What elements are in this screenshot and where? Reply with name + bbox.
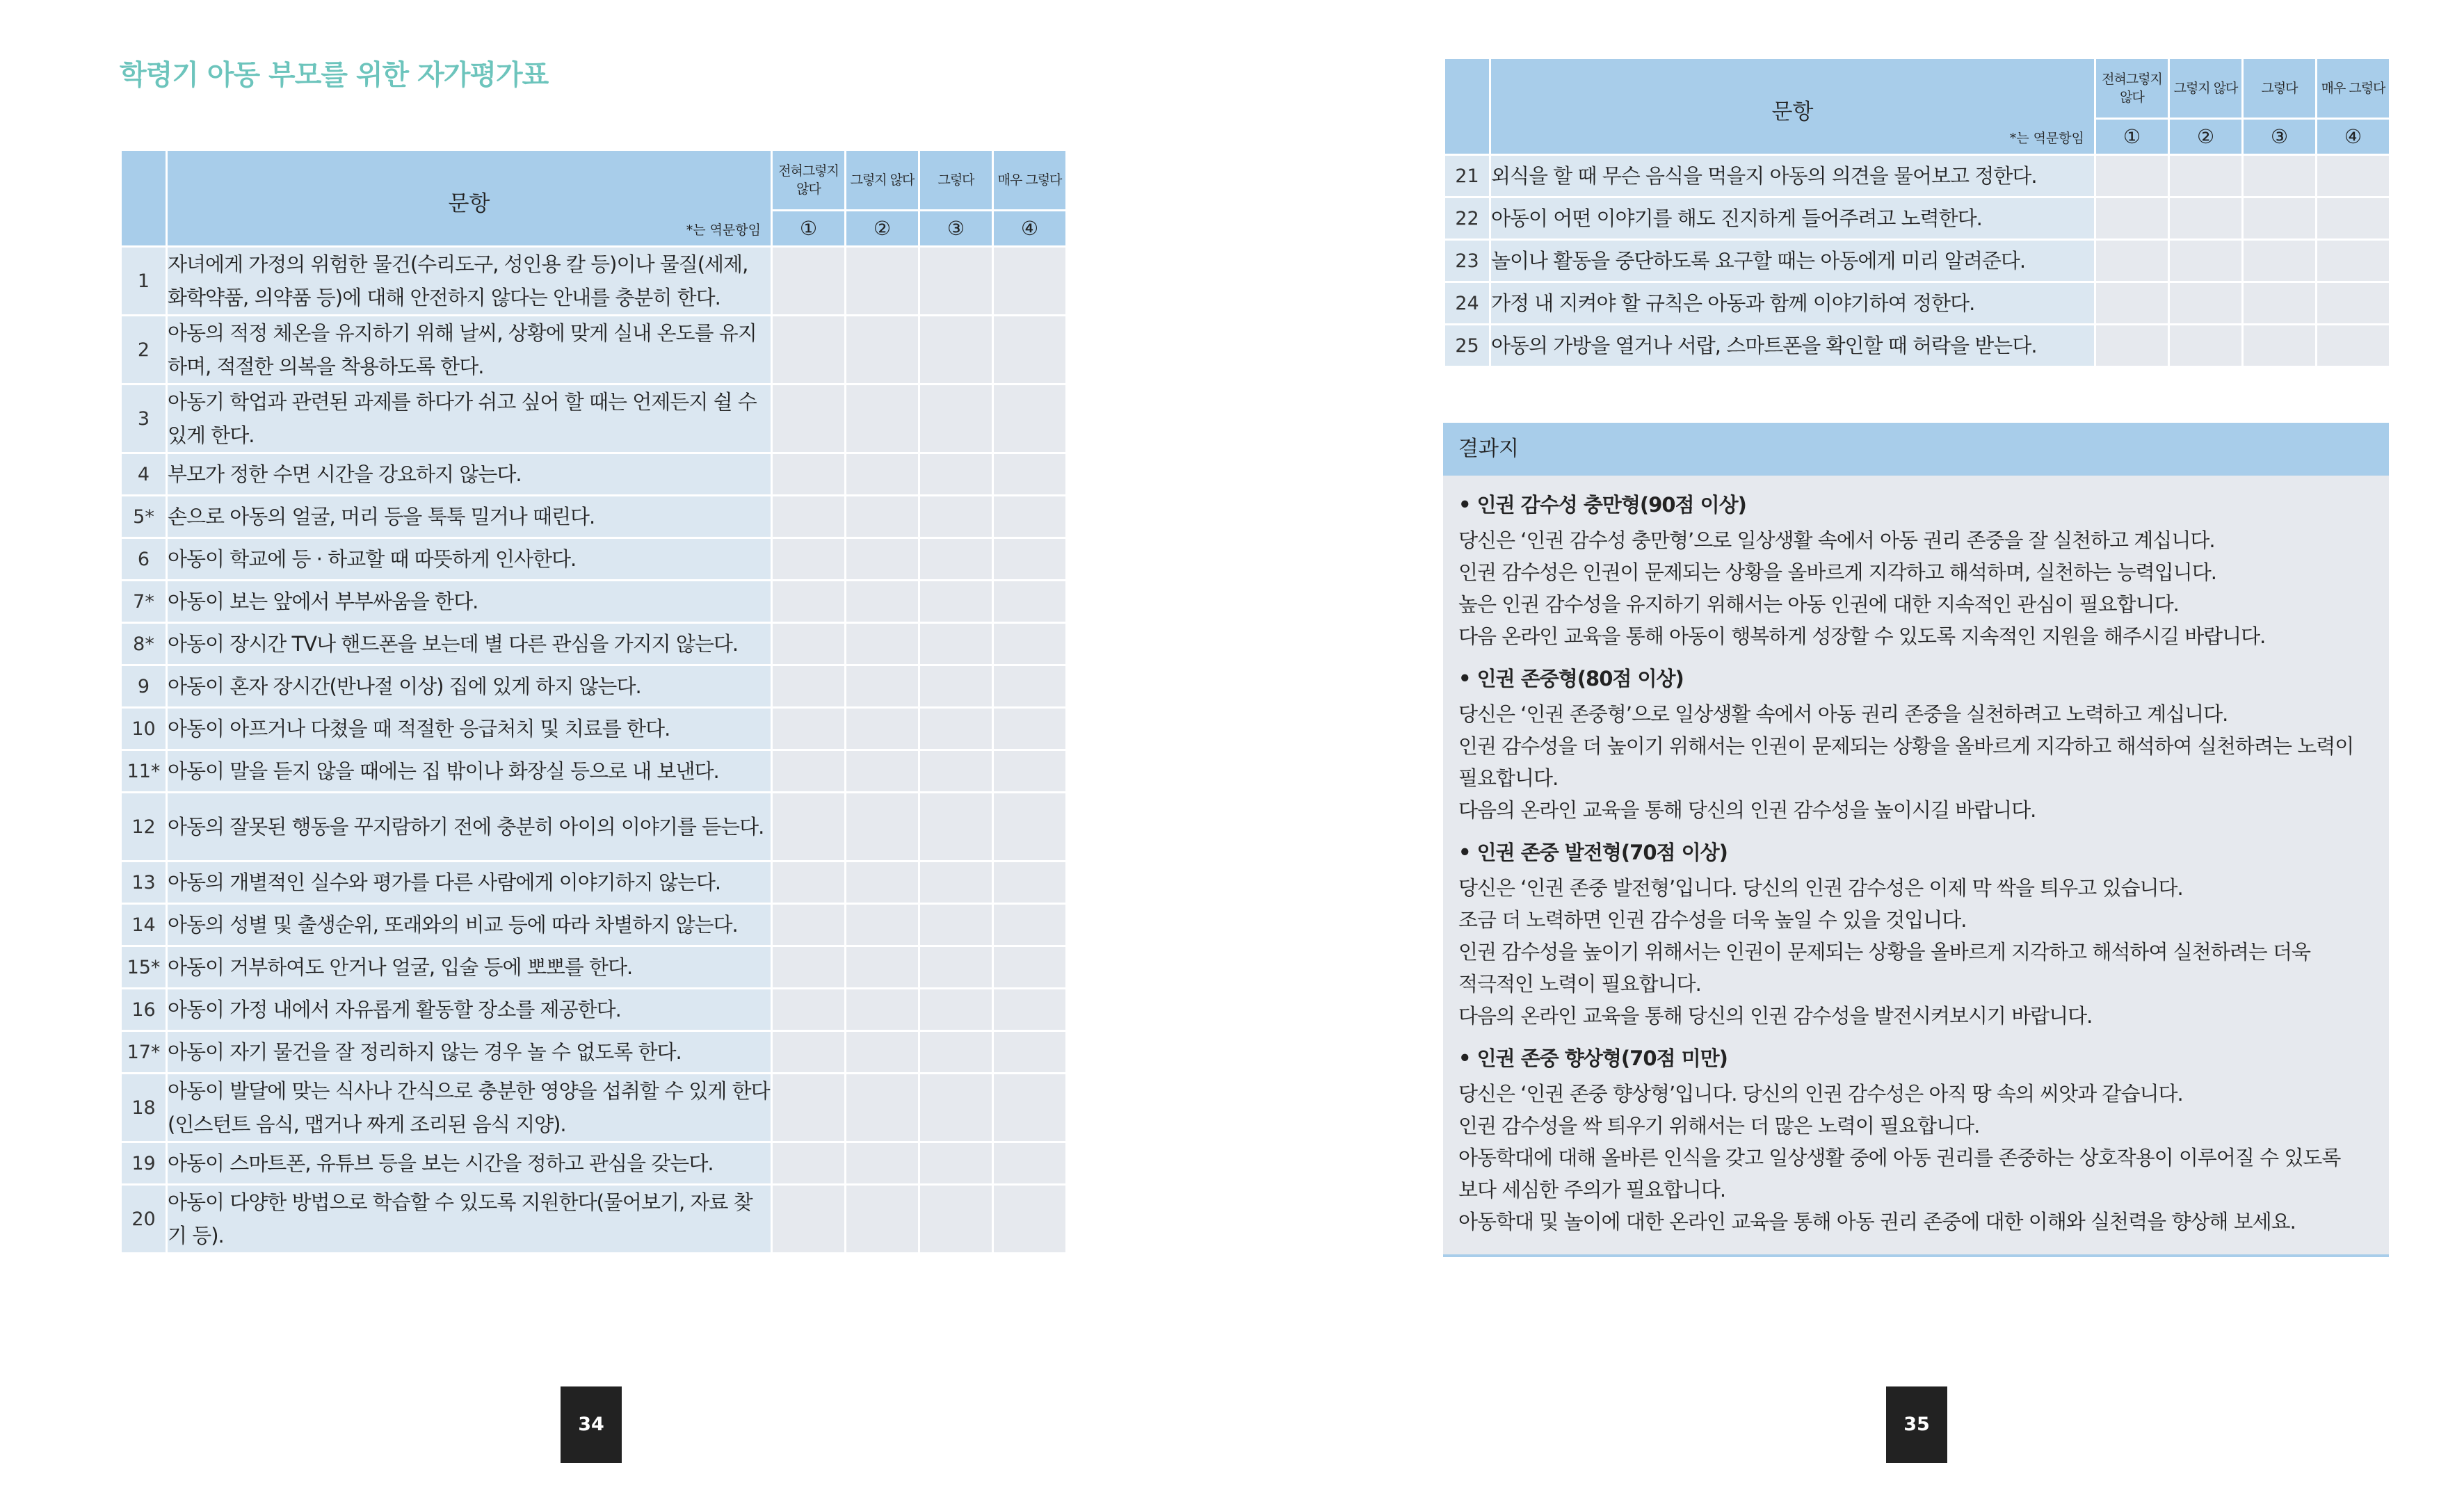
item-text: 아동이 자기 물건을 잘 정리하지 않는 경우 놀 수 없도록 한다. (167, 1031, 772, 1074)
answer-cell[interactable] (772, 385, 846, 453)
page-number-right: 35 (1886, 1386, 1947, 1463)
answer-cell[interactable] (846, 989, 919, 1031)
answer-cell[interactable] (846, 581, 919, 623)
answer-cell[interactable] (2243, 197, 2317, 240)
answer-cell[interactable] (993, 904, 1067, 946)
header-option-number: ③ (919, 210, 993, 246)
result-text-line: 다음 온라인 교육을 통해 아동이 행복하게 성장할 수 있도록 지속적인 지원을 해주시길 바랍니다. (1458, 624, 2266, 648)
header-option-number: ② (846, 210, 919, 246)
result-text-line: 보다 세심한 주의가 필요합니다. (1458, 1178, 1726, 1202)
result-text-line: 아동학대 및 놀이에 대한 온라인 교육을 통해 아동 권리 존중에 대한 이해와 실천력을 향상해 보세요. (1458, 1210, 2296, 1234)
answer-cell[interactable] (2169, 240, 2243, 282)
answer-cell[interactable] (993, 385, 1067, 453)
item-text: 아동의 잘못된 행동을 꾸지람하기 전에 충분히 아이의 이야기를 듣는다. (167, 793, 772, 862)
item-number: 11* (121, 750, 167, 793)
header-option: 전혀그렇지 않다 (2095, 58, 2169, 119)
answer-cell[interactable] (846, 862, 919, 904)
answer-cell[interactable] (2169, 282, 2243, 325)
answer-cell[interactable] (919, 385, 993, 453)
header-option-number: ④ (2317, 118, 2390, 154)
result-text-line: 인권 감수성을 높이기 위해서는 인권이 문제되는 상황을 올바르게 지각하고 해석하여 실천하려는 더욱 (1458, 940, 2310, 964)
item-number: 20 (121, 1185, 167, 1254)
answer-cell[interactable] (919, 453, 993, 496)
answer-cell[interactable] (846, 385, 919, 453)
header-item-label: 문항 (1771, 99, 1814, 124)
table-row (1444, 282, 2390, 325)
answer-cell[interactable] (2317, 155, 2390, 197)
answer-cell[interactable] (993, 989, 1067, 1031)
header-reverse-note: *는 역문항임 (2009, 131, 2084, 146)
item-number: 5* (121, 496, 167, 538)
answer-cell[interactable] (993, 665, 1067, 708)
item-text: 아동이 어떤 이야기를 해도 진지하게 들어주려고 노력한다. (1490, 197, 2095, 240)
item-text: 아동의 가방을 열거나 서랍, 스마트폰을 확인할 때 허락을 받는다. (1490, 325, 2095, 367)
answer-cell[interactable] (2095, 325, 2169, 367)
answer-cell[interactable] (919, 316, 993, 385)
answer-cell[interactable] (919, 581, 993, 623)
result-section-title: • 인권 존중 향상형(70점 미만) (1458, 1046, 1728, 1070)
page-title: 학령기 아동 부모를 위한 자가평가표 (120, 59, 549, 91)
answer-cell[interactable] (919, 1031, 993, 1074)
result-text-line: 당신은 ‘인권 존중 발전형’입니다. 당신의 인권 감수성은 이제 막 싹을 틔우고 있습니다. (1458, 876, 2183, 900)
answer-cell[interactable] (2169, 155, 2243, 197)
result-text-line: 인권 감수성을 더 높이기 위해서는 인권이 문제되는 상황을 올바르게 지각하고 해석하여 실천하려는 노력이 (1458, 734, 2354, 758)
table-row (121, 1074, 1067, 1142)
answer-cell[interactable] (772, 623, 846, 665)
answer-cell[interactable] (993, 538, 1067, 581)
result-text-line: 인권 감수성은 인권이 문제되는 상황을 올바르게 지각하고 해석하며, 실천하는 능력입니다. (1458, 560, 2216, 584)
result-text-line: 당신은 ‘인권 존중 향상형’입니다. 당신의 인권 감수성은 아직 땅 속의 씨앗과 같습니다. (1458, 1082, 2183, 1106)
answer-cell[interactable] (772, 904, 846, 946)
item-number: 1 (121, 247, 167, 316)
item-text: 아동이 거부하여도 안거나 얼굴, 입술 등에 뽀뽀를 한다. (167, 946, 772, 989)
header-option-number: ① (2095, 118, 2169, 154)
header-item-label: 문항 (448, 191, 490, 216)
header-item-cell (1490, 58, 2095, 155)
item-number: 8* (121, 623, 167, 665)
answer-cell[interactable] (846, 793, 919, 862)
answer-cell[interactable] (919, 665, 993, 708)
header-option: 그렇지 않다 (2169, 58, 2243, 119)
header-option-number: ② (2169, 118, 2243, 154)
result-body (1443, 476, 2389, 1238)
answer-cell[interactable] (993, 750, 1067, 793)
answer-cell[interactable] (2317, 197, 2390, 240)
answer-cell[interactable] (2317, 240, 2390, 282)
answer-cell[interactable] (772, 247, 846, 316)
item-text: 아동이 가정 내에서 자유롭게 활동할 장소를 제공한다. (167, 989, 772, 1031)
answer-cell[interactable] (846, 453, 919, 496)
answer-cell[interactable] (846, 946, 919, 989)
item-text: 자녀에게 가정의 위험한 물건(수리도구, 성인용 칼 등)이나 물질(세제, 화학약품, 의약품 등)에 대해 안전하지 않다는 안내를 충분히 한다. (167, 247, 772, 316)
header-number-cell (121, 150, 167, 247)
table-row (121, 316, 1067, 385)
answer-cell[interactable] (772, 581, 846, 623)
answer-cell[interactable] (993, 316, 1067, 385)
item-number: 3 (121, 385, 167, 453)
item-number: 17* (121, 1031, 167, 1074)
answer-cell[interactable] (919, 708, 993, 750)
table-row (121, 247, 1067, 316)
table-row (121, 385, 1067, 453)
answer-cell[interactable] (772, 862, 846, 904)
table-row (121, 708, 1067, 750)
item-number: 23 (1444, 240, 1490, 282)
result-section-title: • 인권 존중 발전형(70점 이상) (1458, 841, 1728, 864)
result-heading: 결과지 (1443, 423, 2389, 476)
answer-cell[interactable] (993, 581, 1067, 623)
header-option-number: ④ (993, 210, 1067, 246)
table-row (121, 665, 1067, 708)
item-number: 21 (1444, 155, 1490, 197)
answer-cell[interactable] (993, 1185, 1067, 1254)
result-section (1458, 836, 2376, 1032)
answer-cell[interactable] (993, 496, 1067, 538)
answer-cell[interactable] (846, 708, 919, 750)
item-number: 2 (121, 316, 167, 385)
answer-cell[interactable] (993, 862, 1067, 904)
answer-cell[interactable] (846, 1074, 919, 1142)
item-text: 아동의 성별 및 출생순위, 또래와의 비교 등에 따라 차별하지 않는다. (167, 904, 772, 946)
result-text-line: 다음의 온라인 교육을 통해 당신의 인권 감수성을 높이시길 바랍니다. (1458, 798, 2036, 822)
answer-cell[interactable] (993, 247, 1067, 316)
answer-cell[interactable] (846, 1031, 919, 1074)
table-row (1444, 325, 2390, 367)
answer-cell[interactable] (772, 1074, 846, 1142)
answer-cell[interactable] (772, 453, 846, 496)
answer-cell[interactable] (2317, 282, 2390, 325)
item-number: 6 (121, 538, 167, 581)
result-text-line: 인권 감수성을 싹 틔우기 위해서는 더 많은 노력이 필요합니다. (1458, 1114, 1980, 1138)
answer-cell[interactable] (919, 1074, 993, 1142)
item-text: 아동의 개별적인 실수와 평가를 다른 사람에게 이야기하지 않는다. (167, 862, 772, 904)
item-text: 가정 내 지켜야 할 규칙은 아동과 함께 이야기하여 정한다. (1490, 282, 2095, 325)
answer-cell[interactable] (2243, 155, 2317, 197)
header-option: 매우 그렇다 (2317, 58, 2390, 119)
answer-cell[interactable] (993, 453, 1067, 496)
answer-cell[interactable] (846, 316, 919, 385)
table-row (121, 862, 1067, 904)
item-text: 아동이 스마트폰, 유튜브 등을 보는 시간을 정하고 관심을 갖는다. (167, 1142, 772, 1185)
table-row (121, 1185, 1067, 1254)
item-number: 15* (121, 946, 167, 989)
result-text-line: 당신은 ‘인권 존중형’으로 일상생활 속에서 아동 권리 존중을 실천하려고 노력하고 계십니다. (1458, 702, 2228, 726)
table-row (121, 904, 1067, 946)
answer-cell[interactable] (993, 623, 1067, 665)
answer-cell[interactable] (846, 904, 919, 946)
item-number: 24 (1444, 282, 1490, 325)
answer-cell[interactable] (993, 1031, 1067, 1074)
answer-cell[interactable] (919, 623, 993, 665)
item-text: 아동이 학교에 등 · 하교할 때 따뜻하게 인사한다. (167, 538, 772, 581)
answer-cell[interactable] (919, 946, 993, 989)
item-text: 부모가 정한 수면 시간을 강요하지 않는다. (167, 453, 772, 496)
result-text-line: 당신은 ‘인권 감수성 충만형’으로 일상생활 속에서 아동 권리 존중을 잘 실천하고 계십니다. (1458, 528, 2215, 552)
answer-cell[interactable] (846, 538, 919, 581)
answer-cell[interactable] (919, 496, 993, 538)
table-row (1444, 197, 2390, 240)
header-option: 전혀그렇지 않다 (772, 150, 846, 211)
header-option-number: ③ (2243, 118, 2317, 154)
item-text: 아동이 발달에 맞는 식사나 간식으로 충분한 영양을 섭취할 수 있게 한다(인스턴트 음식, 맵거나 짜게 조리된 음식 지양). (167, 1074, 772, 1142)
table-row (121, 453, 1067, 496)
table-row (121, 946, 1067, 989)
item-text: 손으로 아동의 얼굴, 머리 등을 툭툭 밀거나 때린다. (167, 496, 772, 538)
answer-cell[interactable] (772, 750, 846, 793)
result-text-line: 필요합니다. (1458, 766, 1559, 790)
item-number: 18 (121, 1074, 167, 1142)
answer-cell[interactable] (772, 1185, 846, 1254)
answer-cell[interactable] (772, 538, 846, 581)
table-row (1444, 155, 2390, 197)
result-section (1458, 1042, 2376, 1238)
answer-cell[interactable] (846, 665, 919, 708)
answer-cell[interactable] (919, 247, 993, 316)
item-number: 10 (121, 708, 167, 750)
item-number: 14 (121, 904, 167, 946)
item-text: 외식을 할 때 무슨 음식을 먹을지 아동의 의견을 물어보고 정한다. (1490, 155, 2095, 197)
answer-cell[interactable] (993, 708, 1067, 750)
item-text: 아동이 다양한 방법으로 학습할 수 있도록 지원한다(물어보기, 자료 찾기 등). (167, 1185, 772, 1254)
item-text: 아동의 적정 체온을 유지하기 위해 날씨, 상황에 맞게 실내 온도를 유지하며, 적절한 의복을 착용하도록 한다. (167, 316, 772, 385)
table-row (1444, 240, 2390, 282)
header-option: 그렇다 (2243, 58, 2317, 119)
result-text-line: 적극적인 노력이 필요합니다. (1458, 972, 1701, 996)
answer-cell[interactable] (772, 989, 846, 1031)
answer-cell[interactable] (919, 538, 993, 581)
item-number: 16 (121, 989, 167, 1031)
item-text: 아동이 보는 앞에서 부부싸움을 한다. (167, 581, 772, 623)
answer-cell[interactable] (919, 904, 993, 946)
table-row (121, 623, 1067, 665)
page-number-left: 34 (561, 1386, 622, 1463)
result-section-title: • 인권 존중형(80점 이상) (1458, 667, 1684, 690)
result-text-line: 조금 더 노력하면 인권 감수성을 더욱 높일 수 있을 것입니다. (1458, 908, 1967, 932)
answer-cell[interactable] (2095, 240, 2169, 282)
result-section (1458, 662, 2376, 826)
answer-cell[interactable] (993, 1074, 1067, 1142)
answer-cell[interactable] (993, 793, 1067, 862)
answer-cell[interactable] (993, 946, 1067, 989)
answer-cell[interactable] (919, 750, 993, 793)
answer-cell[interactable] (919, 989, 993, 1031)
item-number: 9 (121, 665, 167, 708)
result-text-line: 아동학대에 대해 올바른 인식을 갖고 일상생활 중에 아동 권리를 존중하는 상호작용이 이루어질 수 있도록 (1458, 1146, 2341, 1170)
item-number: 12 (121, 793, 167, 862)
answer-cell[interactable] (846, 623, 919, 665)
item-number: 25 (1444, 325, 1490, 367)
header-option: 그렇다 (919, 150, 993, 211)
table-row (121, 1142, 1067, 1185)
answer-cell[interactable] (846, 247, 919, 316)
item-text: 아동이 말을 듣지 않을 때에는 집 밖이나 화장실 등으로 내 보낸다. (167, 750, 772, 793)
result-text-line: 다음의 온라인 교육을 통해 당신의 인권 감수성을 발전시켜보시기 바랍니다. (1458, 1004, 2093, 1028)
header-option: 그렇지 않다 (846, 150, 919, 211)
item-number: 19 (121, 1142, 167, 1185)
result-box (1443, 423, 2389, 1257)
answer-cell[interactable] (2317, 325, 2390, 367)
answer-cell[interactable] (919, 862, 993, 904)
item-text: 아동기 학업과 관련된 과제를 하다가 쉬고 싶어 할 때는 언제든지 쉴 수 있게 한다. (167, 385, 772, 453)
answer-cell[interactable] (2169, 325, 2243, 367)
answer-cell[interactable] (772, 496, 846, 538)
answer-cell[interactable] (846, 1142, 919, 1185)
item-text: 아동이 장시간 TV나 핸드폰을 보는데 별 다른 관심을 가지지 않는다. (167, 623, 772, 665)
answer-cell[interactable] (846, 496, 919, 538)
answer-cell[interactable] (846, 750, 919, 793)
answer-cell[interactable] (2095, 197, 2169, 240)
answer-cell[interactable] (772, 793, 846, 862)
answer-cell[interactable] (2243, 325, 2317, 367)
answer-cell[interactable] (993, 1142, 1067, 1185)
answer-cell[interactable] (772, 1031, 846, 1074)
result-text-line: 높은 인권 감수성을 유지하기 위해서는 아동 인권에 대한 지속적인 관심이 필요합니다. (1458, 592, 2179, 616)
survey-table-left (120, 149, 1068, 1254)
answer-cell[interactable] (2095, 155, 2169, 197)
header-option: 매우 그렇다 (993, 150, 1067, 211)
answer-cell[interactable] (772, 1142, 846, 1185)
answer-cell[interactable] (2243, 240, 2317, 282)
result-section-title: • 인권 감수성 충만형(90점 이상) (1458, 493, 1746, 517)
answer-cell[interactable] (772, 708, 846, 750)
item-number: 7* (121, 581, 167, 623)
item-number: 13 (121, 862, 167, 904)
answer-cell[interactable] (2243, 282, 2317, 325)
item-text: 아동이 혼자 장시간(반나절 이상) 집에 있게 하지 않는다. (167, 665, 772, 708)
answer-cell[interactable] (772, 665, 846, 708)
header-item-cell (167, 150, 772, 247)
answer-cell[interactable] (846, 1185, 919, 1254)
answer-cell[interactable] (772, 316, 846, 385)
answer-cell[interactable] (919, 1185, 993, 1254)
header-option-number: ① (772, 210, 846, 246)
table-row (121, 581, 1067, 623)
item-text: 아동이 아프거나 다쳤을 때 적절한 응급처치 및 치료를 한다. (167, 708, 772, 750)
answer-cell[interactable] (772, 946, 846, 989)
answer-cell[interactable] (919, 793, 993, 862)
header-reverse-note: *는 역문항임 (686, 223, 761, 238)
item-text: 놀이나 활동을 중단하도록 요구할 때는 아동에게 미리 알려준다. (1490, 240, 2095, 282)
header-number-cell (1444, 58, 1490, 155)
answer-cell[interactable] (2095, 282, 2169, 325)
table-row (121, 750, 1067, 793)
table-row (121, 1031, 1067, 1074)
result-section (1458, 488, 2376, 652)
survey-table-right (1443, 57, 2391, 368)
item-number: 4 (121, 453, 167, 496)
table-row (121, 793, 1067, 862)
table-row (121, 989, 1067, 1031)
answer-cell[interactable] (2169, 197, 2243, 240)
answer-cell[interactable] (919, 1142, 993, 1185)
table-row (121, 496, 1067, 538)
table-row (121, 538, 1067, 581)
item-number: 22 (1444, 197, 1490, 240)
